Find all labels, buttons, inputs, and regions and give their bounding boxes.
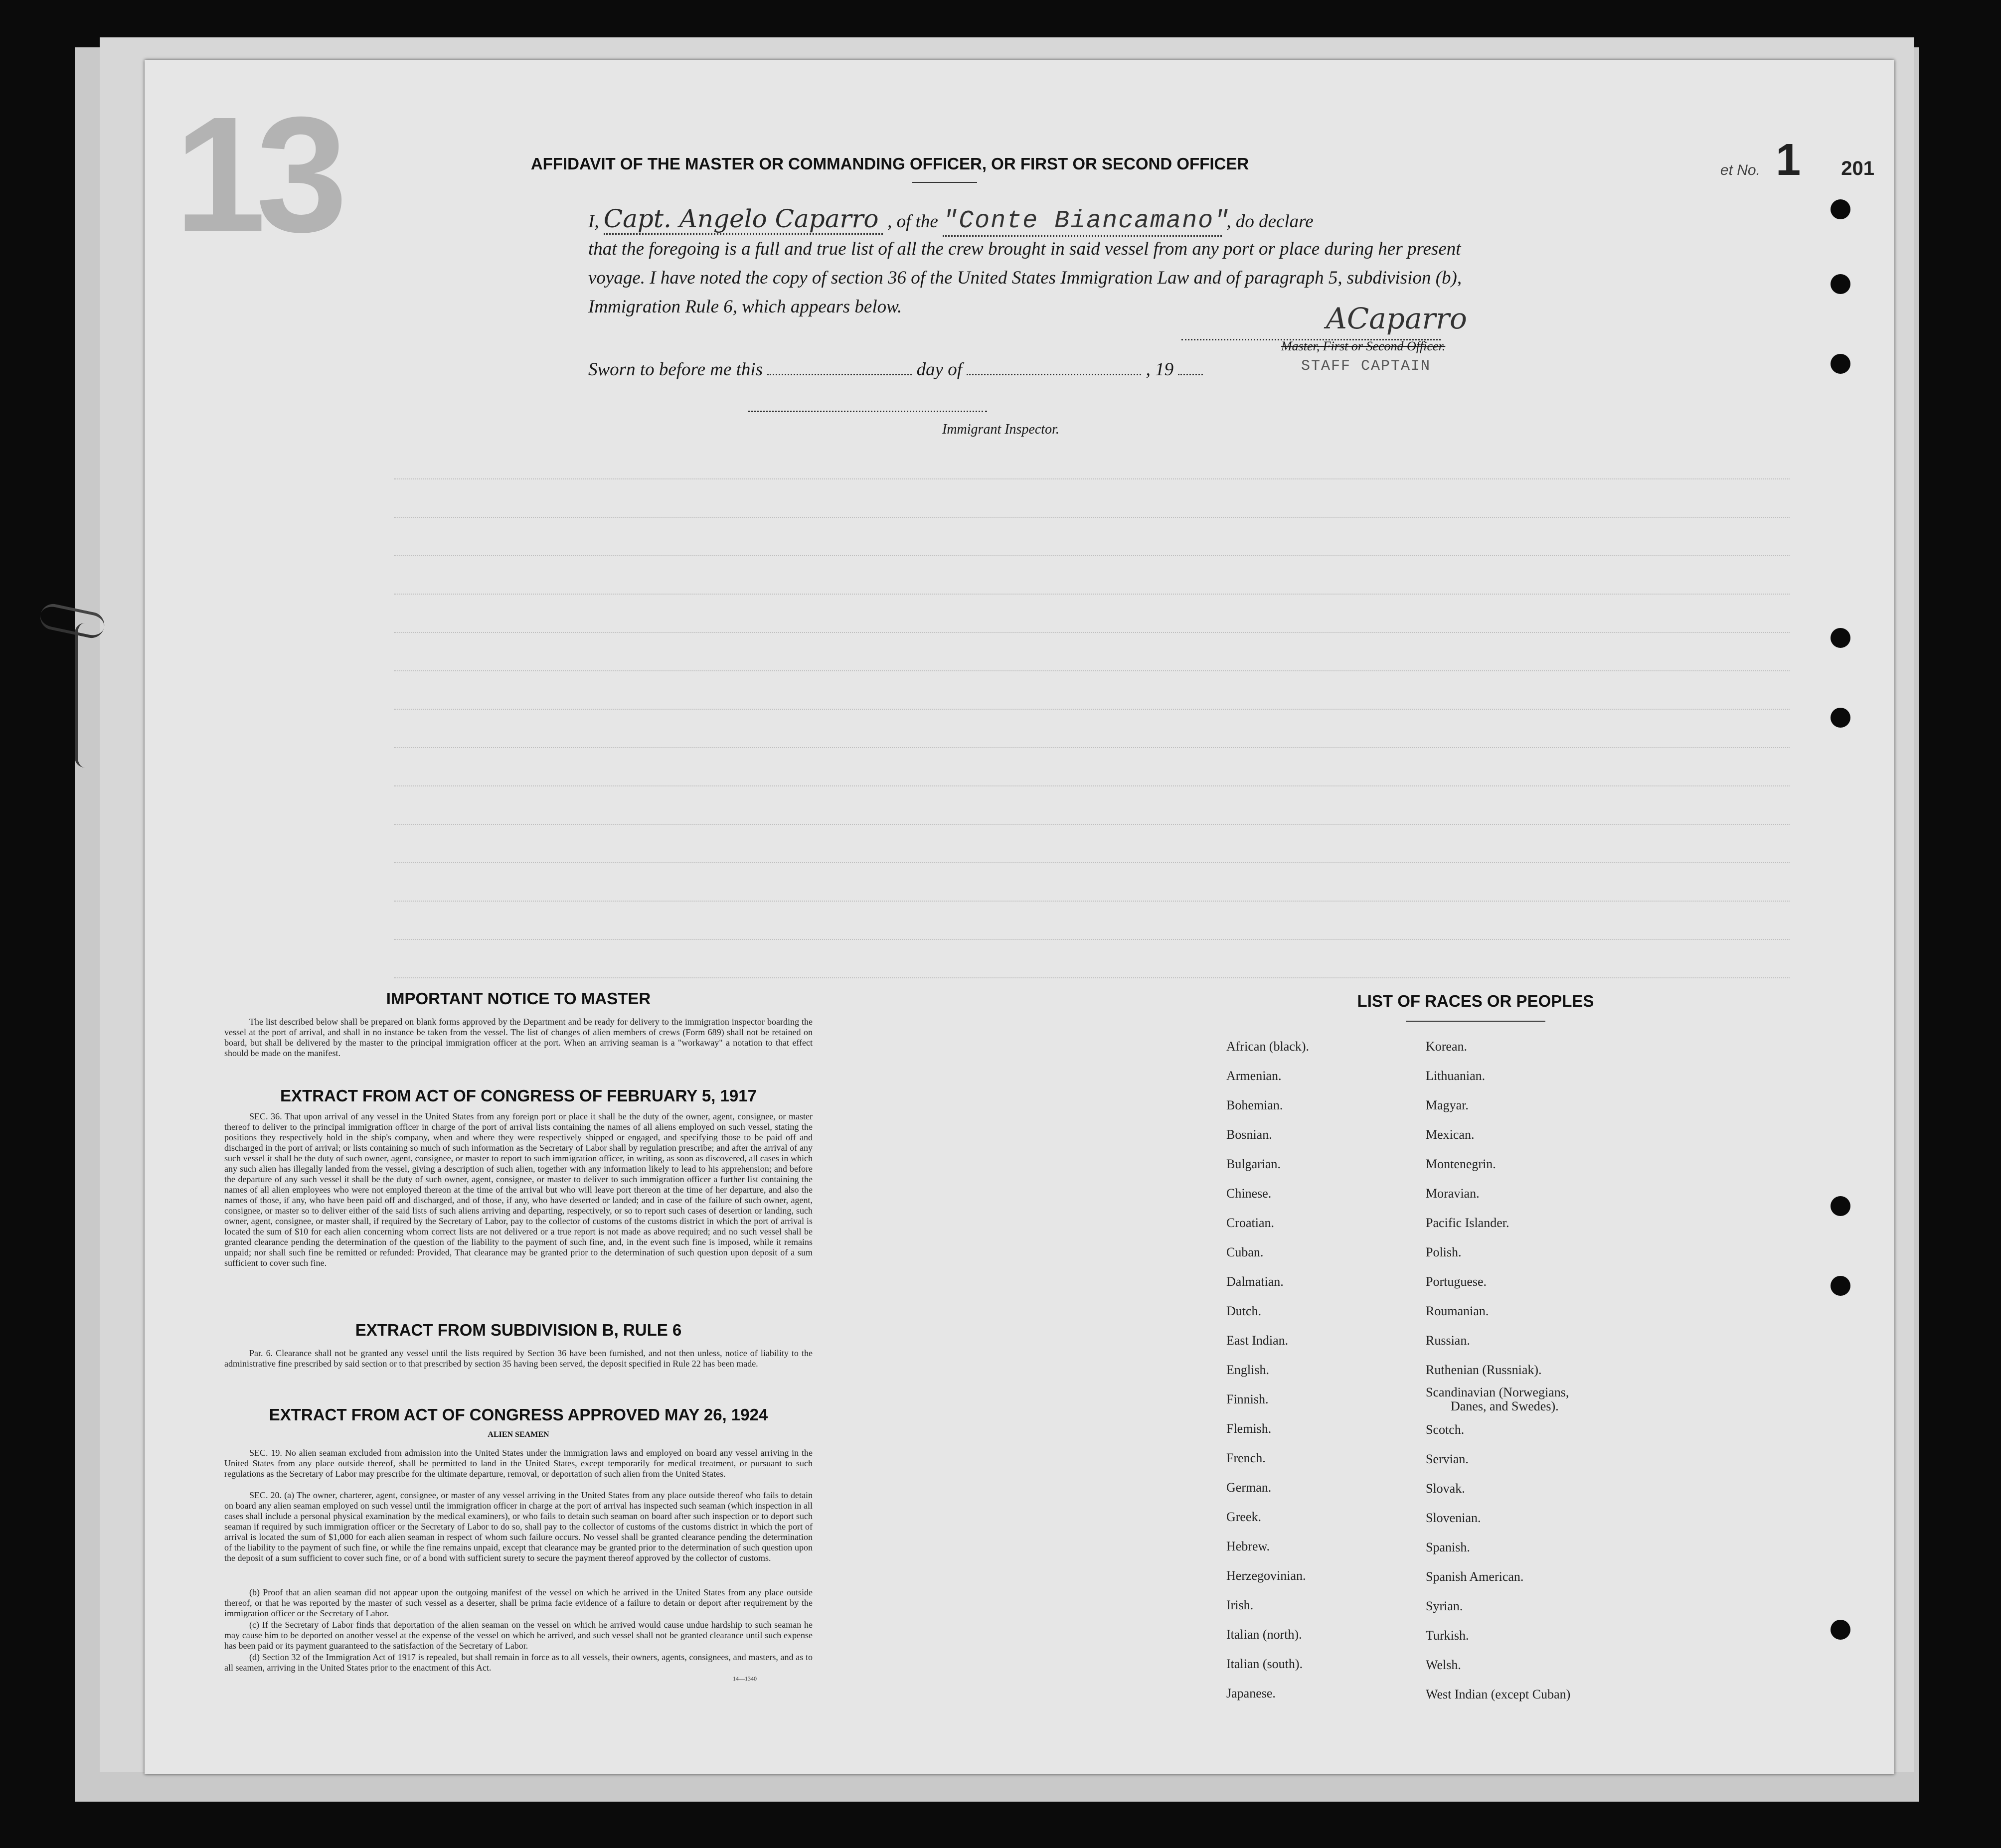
race-item: Spanish American. [1426, 1569, 1524, 1584]
sworn-line [588, 359, 1203, 380]
sheet-number [1720, 135, 1874, 186]
sheet-number-label: et No. [1720, 162, 1760, 178]
bleed-through [394, 459, 1790, 1032]
race-item: Herzegovinian. [1226, 1568, 1306, 1583]
races-left-column [1226, 1032, 1309, 1708]
affidavit-title: AFFIDAVIT OF THE MASTER OR COMMANDING OFFICER, OR FIRST OR SECOND OFFICER [530, 154, 1249, 173]
affidavit-line-2: that the foregoing is a full and true list of all the crew brought in said vessel from any port or place during her present [588, 239, 1461, 259]
race-item: Italian (north). [1226, 1627, 1302, 1642]
race-item: Armenian. [1226, 1069, 1282, 1083]
race-item: Spanish. [1426, 1540, 1470, 1554]
race-item: Servian. [1426, 1452, 1469, 1466]
manifest-page [145, 60, 1894, 1774]
race-item: Roumanian. [1426, 1304, 1489, 1318]
vessel-name: "Conte Biancamano" [943, 207, 1222, 237]
race-item: Magyar. [1426, 1098, 1469, 1112]
sheet-number-value: 1 [1776, 135, 1801, 185]
extract-1924-title: EXTRACT FROM ACT OF CONGRESS APPROVED MAY 26, 1924 [269, 1405, 768, 1424]
sworn-day-blank [767, 359, 912, 375]
race-item-continued: Danes, and Swedes). [1451, 1399, 1559, 1413]
affidavit-line-3: voyage. I have noted the copy of section 36 of the United States Immigration Law and of paragraph 5, subdivision (b), [588, 268, 1462, 288]
binder-hole [1831, 1276, 1850, 1296]
race-item: Bulgarian. [1226, 1157, 1281, 1171]
binding-string [75, 623, 98, 768]
affidavit-text: , do declare [1226, 211, 1314, 232]
form-number: 14—1340 [733, 1675, 757, 1682]
affidavit-line-1 [588, 204, 1314, 237]
affidavit-text: I, [588, 211, 599, 232]
sworn-text: , 19 [1146, 359, 1174, 380]
extract-1924-sec20b: (b) Proof that an alien seaman did not appear upon the outgoing manifest of the vessel on which he arrived in the United States from any place outside thereof, or that he was reported by the master of such vessel as a deserter, shall be prima facie evidence of a failure to detain or deport after requirement by the immigration officer or the Secretary of Labor. [224, 1587, 813, 1618]
extract-1917-title: EXTRACT FROM ACT OF CONGRESS OF FEBRUARY 5, 1917 [280, 1086, 757, 1105]
affidavit-text: , of the [887, 211, 938, 232]
race-item: Pacific Islander. [1426, 1216, 1509, 1230]
race-item: Mexican. [1426, 1127, 1475, 1142]
race-item: Polish. [1426, 1245, 1462, 1259]
race-item: Croatian. [1226, 1216, 1275, 1230]
affidavit-line-4: Immigration Rule 6, which appears below. [588, 297, 902, 317]
divider [912, 182, 977, 183]
race-item: Slovak. [1426, 1481, 1465, 1496]
race-item: Finnish. [1226, 1392, 1269, 1406]
alien-seamen-subtitle: ALIEN SEAMEN [488, 1430, 549, 1439]
binder-hole [1831, 1620, 1850, 1640]
race-item: Hebrew. [1226, 1539, 1270, 1553]
race-item: Turkish. [1426, 1628, 1469, 1643]
race-item: English. [1226, 1363, 1269, 1377]
binder-hole [1831, 708, 1850, 728]
binder-hole [1831, 1196, 1850, 1216]
race-item: Moravian. [1426, 1186, 1480, 1201]
extract-1924-sec19: SEC. 19. No alien seaman excluded from admission into the United States under the immigration laws and employed on board any vessel arriving in the United States from any place outside thereof, shall be permitted to land in the United States, except temporarily for medical treatment, or pursuant to such regulations as the Secretary of Labor may prescribe for the ultimate departure, removal, or deportation of such alien from the United States. [224, 1448, 813, 1479]
rule-6-title: EXTRACT FROM SUBDIVISION B, RULE 6 [355, 1321, 682, 1339]
race-item: Welsh. [1426, 1658, 1461, 1672]
sworn-text: Sworn to before me this [588, 359, 763, 380]
notice-text: The list described below shall be prepared on blank forms approved by the Department and be ready for delivery to the immigration inspector boarding the vessel at the port of arrival, and shall in no instance be taken from the vessel. The list of changes of alien members of crews (Form 689) shall not be retained on board, but shall be delivered by the master to the principal immigration officer at the port. When an arriving seaman is a "workaway" a notation to that effect should be made on the manifest. [224, 1017, 813, 1058]
race-item: Bosnian. [1226, 1127, 1272, 1142]
race-item: German. [1226, 1480, 1272, 1495]
extract-1924-sec20d: (d) Section 32 of the Immigration Act of 1917 is repealed, but shall remain in force as to all vessels, their owners, agents, consignees, and masters, and as to all seamen, arriving in the United States prior to the enactment of this Act. [224, 1652, 813, 1673]
extract-1924-sec20c: (c) If the Secretary of Labor finds that deportation of the alien seaman on the vessel on which he arrived would cause undue hardship to such seaman he may cause him to be deported on another vessel at the expense of the vessel on which he arrived, and such vessel shall not be granted clearance until such expense has been paid or its payment guaranteed to the satisfaction of the Secretary of Labor. [224, 1620, 813, 1651]
staff-captain-stamp: STAFF CAPTAIN [1301, 358, 1431, 375]
race-item: Greek. [1226, 1510, 1262, 1524]
race-item: East Indian. [1226, 1333, 1289, 1348]
race-item: Italian (south). [1226, 1657, 1303, 1671]
race-item: Ruthenian (Russniak). [1426, 1363, 1542, 1377]
officer-name: Capt. Angelo Caparro [604, 204, 883, 235]
sworn-month-blank [967, 359, 1141, 375]
notice-title: IMPORTANT NOTICE TO MASTER [386, 989, 651, 1008]
race-item: Syrian. [1426, 1599, 1463, 1613]
race-item: West Indian (except Cuban) [1426, 1687, 1571, 1701]
signature-caption: Master, First or Second Officer. [1281, 339, 1446, 353]
race-item: Chinese. [1226, 1186, 1272, 1201]
race-item: French. [1226, 1451, 1266, 1465]
race-item: Slovenian. [1426, 1511, 1481, 1525]
race-item: Scandinavian (Norwegians, [1426, 1385, 1569, 1399]
races-title: LIST OF RACES OR PEOPLES [1357, 992, 1594, 1010]
binder-hole [1831, 628, 1850, 648]
race-item: Portuguese. [1426, 1274, 1487, 1289]
binder-hole [1831, 199, 1850, 219]
race-item: Irish. [1226, 1598, 1254, 1612]
race-item: Japanese. [1226, 1686, 1276, 1700]
signature-line [1181, 338, 1441, 340]
race-item: Flemish. [1226, 1421, 1272, 1436]
corner-number: 201 [1841, 157, 1874, 179]
binder-hole [1831, 274, 1850, 294]
race-item-two-line [1426, 1385, 1570, 1415]
inspector-caption: Immigrant Inspector. [942, 422, 1059, 437]
signature: ACaparro [1326, 302, 1467, 335]
sworn-year-blank [1178, 359, 1203, 375]
race-item: Scotch. [1426, 1422, 1465, 1437]
races-right-column [1426, 1032, 1570, 1709]
race-item: Korean. [1426, 1039, 1468, 1054]
race-item: Dutch. [1226, 1304, 1262, 1318]
race-item: African (black). [1226, 1039, 1310, 1054]
race-item: Bohemian. [1226, 1098, 1283, 1112]
race-item: Cuban. [1226, 1245, 1264, 1259]
inspector-line [748, 410, 987, 412]
extract-1917-text: SEC. 36. That upon arrival of any vessel in the United States from any foreign port or place it shall be the duty of the owner, agent, consignee, or master thereof to deliver to the principal immigration officer in charge of the port of arrival lists containing the names of all aliens employed on such vessel, stating the positions they respectively hold in the ship's company, when and where they were respectively shipped or engaged, and specifying those to be paid off and discharged in the port of arrival; or lists containing so much of such information as the Secretary of Labor shall by regulation prescribe; and after the arrival of any such vessel it shall be the duty of such owner, agent, consignee, or master to report to such immigration officer, in writing, as soon as discovered, all cases in which any such alien has illegally landed from the vessel, giving a description of such alien, together with any information likely to lead to his apprehension; and before the departure of any such vessel it shall be the duty of such owner, agent, consignee, or master to deliver to such immigration officer a further list containing the names of all alien employees who were not employed thereon at the time of the arrival but who will leave port thereon at the time of her departure, and also the names of those, if any, who have been paid off and discharged, and of those, if any, who have deserted or landed; and in case of the failure of such owner, agent, consignee, or master so to deliver either of the said lists of such aliens arriving and departing, respectively, or so to report such cases of desertion or landing, such owner, agent, consignee, or master shall, if required by the Secretary of Labor, pay to the collector of customs of the customs district in which the port of arrival is located the sum of $10 for each alien concerning whom correct lists are not delivered or a true report is not made as above required; and no such vessel shall be granted clearance pending the determination of the question of the liability to the payment of such fine, and, in the event such fine is imposed, while it remains unpaid; nor shall such fine be remitted or refunded: Provided, That clearance may be granted prior to the determination of such question upon deposit of a sum sufficient to cover such fine. [224, 1111, 813, 1268]
race-item: Lithuanian. [1426, 1069, 1486, 1083]
faded-sheet-number: 13 [174, 82, 338, 266]
sworn-text: day of [916, 359, 963, 380]
race-item: Montenegrin. [1426, 1157, 1496, 1171]
extract-1924-sec20a: SEC. 20. (a) The owner, charterer, agent, consignee, or master of any vessel arriving in the United States from any place outside thereof who fails to detain on board any alien seaman employed on such vessel until the immigration officer in charge at the port of arrival has inspected such seaman (which inspection in all cases shall include a personal physical examination by the medical examiners), or who fails to detain such seaman on board after such inspection or to deport such seaman if required by such immigration officer or the Secretary of Labor to do so, shall pay to the collector of customs of the customs district in which the port of arrival is located the sum of $1,000 for each alien seaman in respect of whom such failure occurs. No vessel shall be granted clearance pending the determination of the liability to the payment of such fine, or while the fine remains unpaid, except that clearance may be granted prior to the determination of such question upon the deposit of a sum sufficient to cover such fine, or of a bond with sufficient surety to secure the payment thereof approved by the collector of customs. [224, 1490, 813, 1563]
divider [1406, 1021, 1545, 1022]
binder-hole [1831, 354, 1850, 374]
rule-6-text: Par. 6. Clearance shall not be granted any vessel until the lists required by Section 36 have been furnished, and not then unless, notice of liability to the administrative fine prescribed by said section or to that prescribed by section 35 having been served, the deposit specified in Rule 22 has been made. [224, 1348, 813, 1369]
race-item: Russian. [1426, 1333, 1470, 1348]
race-item: Dalmatian. [1226, 1274, 1284, 1289]
